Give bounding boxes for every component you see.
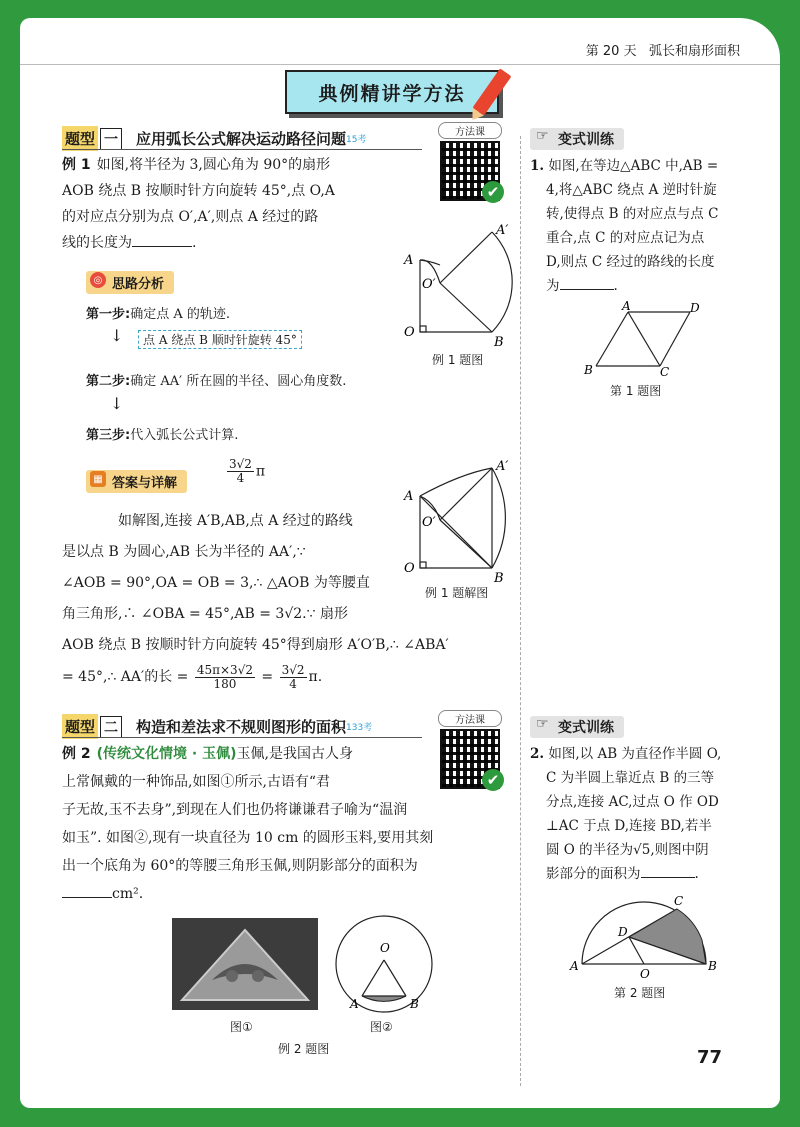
type2-frequency: 133考	[346, 723, 373, 733]
analysis-icon: ◎	[90, 272, 106, 288]
fig1sol-label-B: B	[494, 571, 504, 585]
variant2-line5: 圆 O 的半径为√5,则图中阴	[546, 842, 709, 858]
example2-line6-end: cm².	[112, 886, 144, 902]
variant1-text	[530, 154, 758, 298]
answer-blank	[560, 275, 614, 290]
variant2-line1: 如图,以 AB 为直径作半圆 O,	[548, 746, 722, 762]
v1-label-A: A	[622, 300, 631, 313]
fig2-caption: 例 2 题图	[278, 1042, 330, 1056]
page-header	[586, 40, 740, 59]
down-arrow-icon: ↓	[110, 394, 124, 413]
fig2-caption-1: 图①	[230, 1020, 253, 1034]
type1-rule	[62, 149, 422, 150]
variant1-number: 1.	[530, 158, 545, 174]
type1-heading	[62, 126, 366, 151]
fig1-label-Ap: A′	[496, 223, 509, 238]
variant2-text	[530, 742, 758, 886]
variant1-figure	[580, 300, 700, 380]
example1-line1: 如图,将半径为 3,圆心角为 90°的扇形	[96, 157, 331, 173]
type1-tag-number: 一	[100, 128, 122, 150]
variant2-line3: 分点,连接 AC,过点 O 作 OD	[546, 794, 719, 810]
variant1-line3: 转,使得点 B 的对应点与点 C	[546, 206, 719, 222]
f1-den: 180	[213, 676, 237, 691]
step1-text: 确定点 A 的轨迹.	[130, 307, 230, 322]
example1-line4-end: .	[192, 235, 197, 251]
step2-label: 第二步:	[86, 374, 131, 389]
header-day: 第 20 天	[585, 44, 637, 59]
step1	[86, 303, 230, 322]
jade-pendant-image	[172, 918, 318, 1010]
f2-num: 3√2	[281, 662, 305, 677]
column-divider	[520, 136, 521, 1086]
page	[20, 18, 780, 1108]
variant2-line4: ⊥AC 于点 D,连接 BD,若半	[546, 818, 712, 834]
variant1-heading	[530, 128, 624, 150]
v2-label-C: C	[674, 894, 684, 908]
answer-line4: 角三角形,∴ ∠OBA = 45°,AB = 3√2.∵ 扇形	[62, 606, 348, 622]
answer-line6: = 45°,∴ AA′的长 = $\frac{45\pi\times 3√2}{180}$ = $\frac{3√2}{4}$ π.	[62, 662, 323, 691]
hint-box: 点 A 绕点 B 顺时针旋转 45°	[138, 330, 302, 349]
pointing-hand-icon: ☞	[536, 128, 549, 144]
example2-circle-figure	[332, 914, 442, 1018]
f2-den: 4	[289, 676, 297, 691]
answer-title: 答案与详解	[112, 476, 178, 491]
answer-line5: AOB 绕点 B 按顺时针方向旋转 45°得到扇形 A′O′B,∴ ∠ABA′	[62, 637, 449, 653]
example1-figure	[400, 218, 520, 348]
down-arrow-icon: ↓	[110, 326, 124, 345]
qr-label: 方法课	[438, 122, 502, 139]
type1-tag-label: 题型	[62, 126, 98, 151]
fig1-label-A: A	[404, 253, 414, 268]
f1-num: 45π×3√2	[196, 662, 253, 677]
example2-text	[62, 740, 512, 908]
qr-label: 方法课	[438, 710, 502, 727]
type2-tag-number: 二	[100, 716, 122, 738]
example2-line4: 如玉”. 如图②,现有一块直径为 10 cm 的圆形玉料,要用其刻	[62, 830, 434, 846]
example1-line2: AOB 绕点 B 按顺时针方向旋转 45°,点 O,A	[62, 183, 335, 199]
example1-label: 例 1	[62, 157, 91, 173]
header-rule	[20, 64, 780, 65]
fig1sol-label-Ap: A′	[496, 459, 509, 474]
v2-label-O: O	[640, 967, 650, 981]
type1-frequency: 15考	[346, 135, 367, 145]
v1-label-C: C	[660, 365, 670, 379]
type1-tag	[62, 126, 122, 151]
variant1-line5: D,则点 C 经过的路线的长度	[546, 254, 715, 270]
fig1-label-B: B	[494, 335, 504, 348]
variant1-line2: 4,将△ABC 绕点 A 逆时针旋	[546, 182, 717, 198]
variant2-caption: 第 2 题图	[614, 986, 666, 1000]
answer-line2: 是以点 B 为圆心,AB 长为半径的 AA′,∵	[62, 544, 306, 560]
answer-line6-post: π.	[308, 669, 323, 685]
fig1sol-caption: 例 1 题解图	[425, 586, 489, 600]
example1-solution-figure	[400, 450, 520, 585]
fig2-label-O: O	[380, 941, 390, 955]
analysis-title: 思路分析	[112, 277, 165, 292]
variant1-caption: 第 1 题图	[610, 384, 662, 398]
calendar-icon: ▦	[90, 471, 106, 487]
variant1-line1: 如图,在等边△ABC 中,AB =	[548, 158, 719, 174]
fig1sol-label-Op: O′	[422, 515, 436, 530]
example2-label: 例 2	[62, 746, 91, 762]
variant2-number: 2.	[530, 746, 545, 762]
variant1-line6: 为	[546, 278, 560, 294]
example1-line4: 线的长度为	[62, 235, 132, 251]
v2-label-B: B	[708, 959, 717, 973]
check-icon: ✔	[482, 181, 504, 203]
answer-value	[225, 458, 265, 485]
type2-tag	[62, 714, 122, 739]
answer-num: 3√2	[229, 457, 252, 471]
fig2-caption-2: 图②	[370, 1020, 393, 1034]
example1-line3: 的对应点分别为点 O′,A′,则点 A 经过的路	[62, 209, 319, 225]
header-topic: 弧长和扇形面积	[648, 44, 740, 59]
example1-text	[62, 152, 422, 256]
variant1-line4: 重合,点 C 的对应点记为点	[546, 230, 705, 246]
type2-heading	[62, 714, 372, 739]
type2-title: 构造和差法求不规则图形的面积	[136, 718, 347, 736]
example2-line2: 上常佩戴的一种饰品,如图①所示,古语有“君	[62, 774, 331, 790]
example2-line5: 出一个底角为 60°的等腰三角形玉佩,则阴影部分的面积为	[62, 858, 418, 874]
v1-label-B: B	[584, 363, 593, 377]
answer-blank	[641, 863, 695, 878]
example2-line1: 玉佩,是我国古人身	[236, 746, 353, 762]
variant2-figure	[568, 892, 718, 982]
answer-line1: 如解图,连接 A′B,AB,点 A 经过的路线	[118, 513, 353, 529]
fig2-label-A: A	[350, 997, 359, 1011]
fig1-label-Op: O′	[422, 277, 436, 292]
page-number: 77	[696, 1047, 722, 1068]
step3-label: 第三步:	[86, 428, 131, 443]
variant2-title: 变式训练	[558, 720, 614, 736]
v1-label-D: D	[690, 301, 700, 315]
variant2-heading	[530, 716, 624, 738]
pointing-hand-icon: ☞	[536, 716, 549, 732]
answer-blank	[62, 883, 112, 898]
fig1-label-O: O	[404, 325, 415, 340]
v2-label-D: D	[618, 925, 628, 939]
example2-tag: (传统文化情境 · 玉佩)	[96, 746, 237, 762]
step2	[86, 370, 346, 389]
answer-pill	[86, 470, 187, 493]
step2-text: 确定 AA′ 所在圆的半径、圆心角度数.	[130, 374, 347, 389]
fig1sol-label-O: O	[404, 561, 415, 576]
type2-rule	[62, 737, 422, 738]
answer-line6-pre: = 45°,∴ AA′的长 =	[62, 669, 189, 685]
fig1-caption: 例 1 题图	[432, 353, 484, 367]
analysis-pill	[86, 271, 174, 294]
answer-blank	[132, 232, 192, 247]
v2-label-A: A	[570, 959, 579, 973]
answer-pi: π	[255, 463, 266, 480]
step3	[86, 424, 238, 443]
step3-text: 代入弧长公式计算.	[130, 428, 239, 443]
answer-body	[62, 506, 422, 630]
answer-line3: ∠AOB = 90°,OA = OB = 3,∴ △AOB 为等腰直	[62, 575, 370, 591]
type1-title: 应用弧长公式解决运动路径问题	[136, 130, 347, 148]
fig1sol-label-A: A	[404, 489, 414, 504]
variant2-line6: 影部分的面积为	[546, 866, 641, 882]
variant2-line6-end: .	[694, 866, 699, 882]
variant2-line2: C 为半圆上靠近点 B 的三等	[546, 770, 715, 786]
example2-line3: 子无故,玉不去身”,到现在人们也仍将谦谦君子喻为“温润	[62, 802, 408, 818]
type1-qr[interactable]	[438, 122, 502, 201]
step1-label: 第一步:	[86, 307, 131, 322]
fig2-label-B: B	[410, 997, 419, 1011]
section-banner: 典例精讲学方法	[285, 70, 499, 114]
qr-code-icon	[440, 141, 500, 201]
check-icon: ✔	[482, 769, 504, 791]
type2-tag-label: 题型	[62, 714, 98, 739]
answer-den: 4	[236, 471, 245, 485]
variant1-title: 变式训练	[558, 132, 614, 148]
variant1-line6-end: .	[613, 278, 618, 294]
